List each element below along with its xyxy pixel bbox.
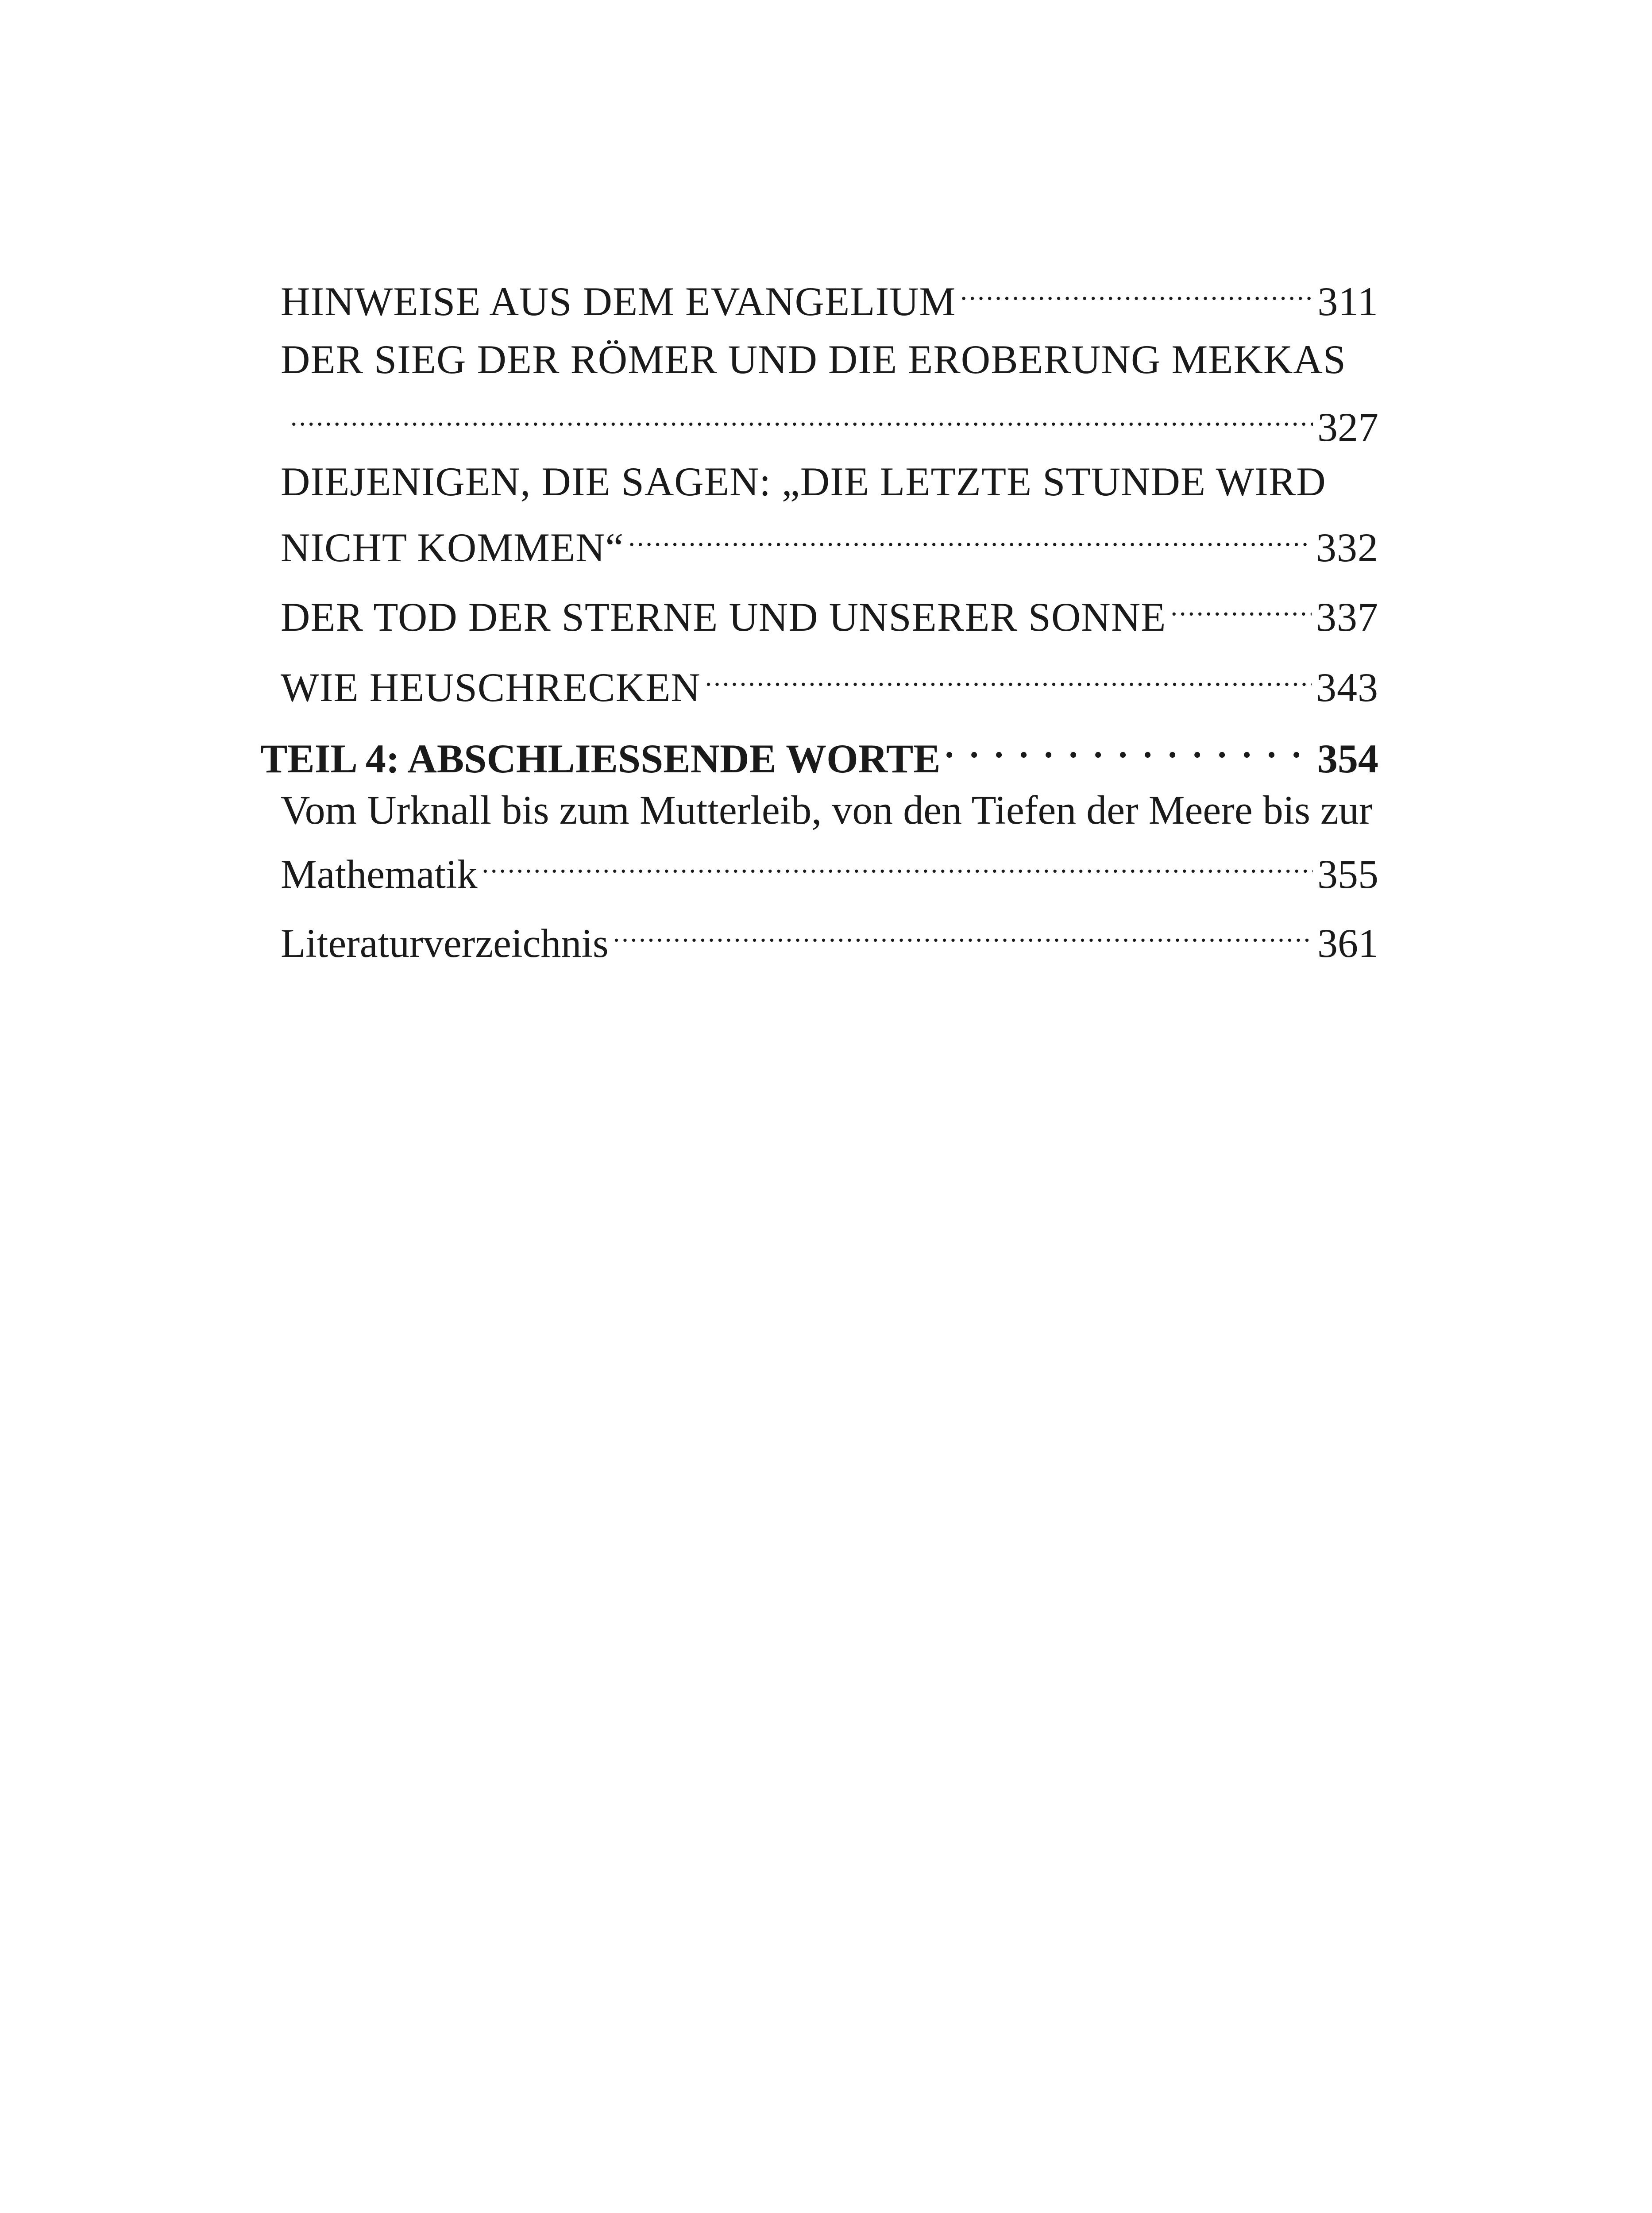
toc-entry-page: 332 <box>1316 525 1378 570</box>
toc-entry-title-line <box>281 333 1378 386</box>
toc-subentry-title-line <box>281 783 1378 837</box>
toc-subentry-title-line1: Vom Urknall bis zum Mutterleib, von den Tiefen der Meere bis zur <box>281 787 1373 833</box>
dot-leader <box>945 719 1313 772</box>
dot-leader <box>960 262 1313 315</box>
toc-subentry <box>281 904 1378 966</box>
toc-entry-title: WIE HEUSCHRECKEN <box>281 665 701 710</box>
toc-entry <box>281 262 1378 324</box>
toc-subentry-page: 355 <box>1317 852 1378 897</box>
toc-entry-title: HINWEISE AUS DEM EVANGELIUM <box>281 279 956 324</box>
toc-entry-title: DER TOD DER STERNE UND UNSERER SONNE <box>281 594 1166 640</box>
toc-entry-page: 311 <box>1317 279 1378 324</box>
dot-leader <box>290 388 1313 441</box>
toc-entry-page: 337 <box>1316 594 1378 640</box>
dot-leader <box>613 904 1313 957</box>
toc-part-heading <box>260 719 1378 781</box>
toc-entry-title-line1: DIEJENIGEN, DIE SAGEN: „DIE LETZTE STUNDE WIRD <box>281 459 1326 504</box>
toc-part-title: TEIL 4: ABSCHLIESSENDE WORTE <box>260 736 941 781</box>
toc-subentry-page: 361 <box>1317 921 1378 966</box>
toc-subentry <box>281 835 1378 897</box>
toc-part-page: 354 <box>1317 736 1378 781</box>
toc-entry-continuation <box>281 388 1378 450</box>
toc-entry-title: DER SIEG DER RÖMER UND DIE EROBERUNG MEKKAS <box>281 337 1346 382</box>
toc-entry-title-line <box>281 455 1378 508</box>
toc-entry <box>281 648 1378 710</box>
toc-entry-page: 327 <box>1317 405 1378 450</box>
dot-leader <box>628 508 1312 561</box>
toc-subentry-title-line2: Mathematik <box>281 852 478 897</box>
toc-entry-title-line2: NICHT KOMMEN“ <box>281 525 624 570</box>
toc-entry <box>281 508 1378 570</box>
dot-leader <box>705 648 1312 701</box>
dot-leader <box>1170 578 1312 631</box>
dot-leader <box>482 835 1313 888</box>
toc-entry <box>281 578 1378 640</box>
toc-subentry-title: Literaturverzeichnis <box>281 921 609 966</box>
toc-entry-page: 343 <box>1316 665 1378 710</box>
